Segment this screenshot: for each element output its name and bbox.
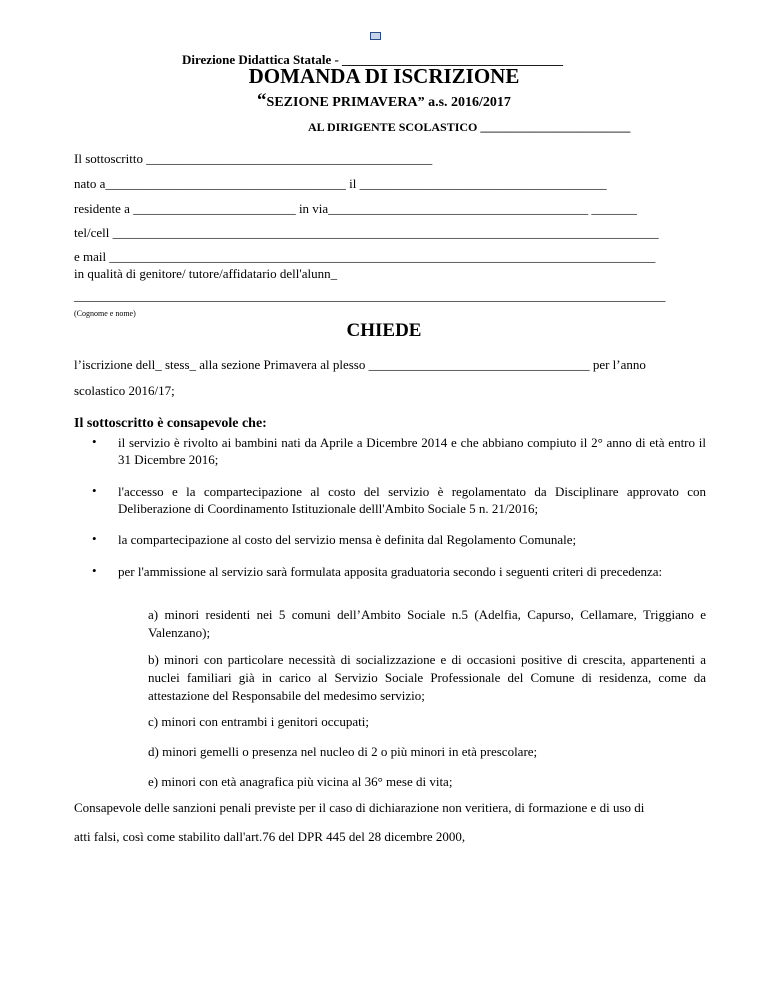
bullet-item: la compartecipazione al costo del servizio mensa è definita dal Regolamento Comunale; [118, 532, 577, 547]
criterion-item: d) minori gemelli o presenza nel nucleo di 2 o più minori in età prescolare; [148, 744, 538, 759]
bullet-item: per l'ammissione al servizio sarà formulata apposita graduatoria secondo i seguenti criteri di precedenza: [118, 564, 663, 579]
subtitle-quote: “ [257, 90, 267, 111]
chiede-heading: CHIEDE [346, 320, 422, 341]
sottoscritto-line: Il sottoscritto ____________________________________________ [74, 151, 433, 166]
direzione-header: Direzione Didattica Statale - __________________________________ [182, 52, 564, 67]
bullet-item: l'accesso e la compartecipazione al costo del servizio è regolamentato da Disciplinare approvato con Deliberazione di Coordinamento Istituzionale delll'Ambito Sociale 5 n. 21/2016; [118, 484, 706, 516]
residente-line: residente a _________________________ in via________________________________________ _______ [74, 201, 637, 216]
name-caption: (Cognome e nome) [74, 309, 136, 318]
criterion-item: c) minori con entrambi i genitori occupati; [148, 714, 369, 729]
chiede-line-2: scolastico 2016/17; [74, 383, 175, 398]
email-line: e mail ____________________________________________________________________________________ [74, 249, 656, 264]
bullet-icon: • [92, 483, 97, 498]
chiede-line-1: l’iscrizione dell_ stess_ alla sezione Primavera al plesso __________________________________ per l’anno [74, 357, 646, 372]
subtitle-text: SEZIONE PRIMAVERA” a.s. 2016/2017 [266, 95, 511, 110]
criterion-item: a) minori residenti nei 5 comuni dell’Ambito Sociale n.5 (Adelfia, Capurso, Cellamare, Triggiano e Valenzano); [148, 607, 706, 640]
dirigente-line: AL DIRIGENTE SCOLASTICO _________________________ [308, 120, 631, 134]
bullet-icon: • [92, 531, 97, 546]
bullet-icon: • [92, 563, 97, 578]
nato-line: nato a_____________________________________ il ______________________________________ [74, 176, 607, 191]
closing-line-1: Consapevole delle sanzioni penali previste per il caso di dichiarazione non veritiera, di formazione e di uso di [74, 800, 645, 815]
telcell-line: tel/cell ____________________________________________________________________________________ [74, 225, 659, 240]
criterion-item: b) minori con particolare necessità di socializzazione e di occasioni positive di crescita, appartenenti a nuclei familiari già in carico al Servizio Sociale Professionale del Comune di residenza, come da attestazione del Responsabile del medesimo servizio; [148, 652, 706, 703]
bullet-item: il servizio è rivolto ai bambini nati da Aprile a Dicembre 2014 e che abbiano compiuto il 2° anno di età entro il 31 Dicembre 2016; [118, 435, 706, 467]
school-emblem-icon [370, 32, 381, 40]
document-subtitle [0, 90, 768, 112]
document-title: DOMANDA DI ISCRIZIONE [248, 64, 520, 88]
name-line: ___________________________________________________________________________________________ [74, 288, 666, 303]
bullet-icon: • [92, 434, 97, 449]
consapevole-heading: Il sottoscritto è consapevole che: [74, 416, 267, 431]
closing-line-2: atti falsi, così come stabilito dall'art.76 del DPR 445 del 28 dicembre 2000, [74, 829, 466, 844]
qualita-line: in qualità di genitore/ tutore/affidatario dell'alunn_ [74, 266, 338, 281]
criterion-item: e) minori con età anagrafica più vicina al 36° mese di vita; [148, 774, 453, 789]
